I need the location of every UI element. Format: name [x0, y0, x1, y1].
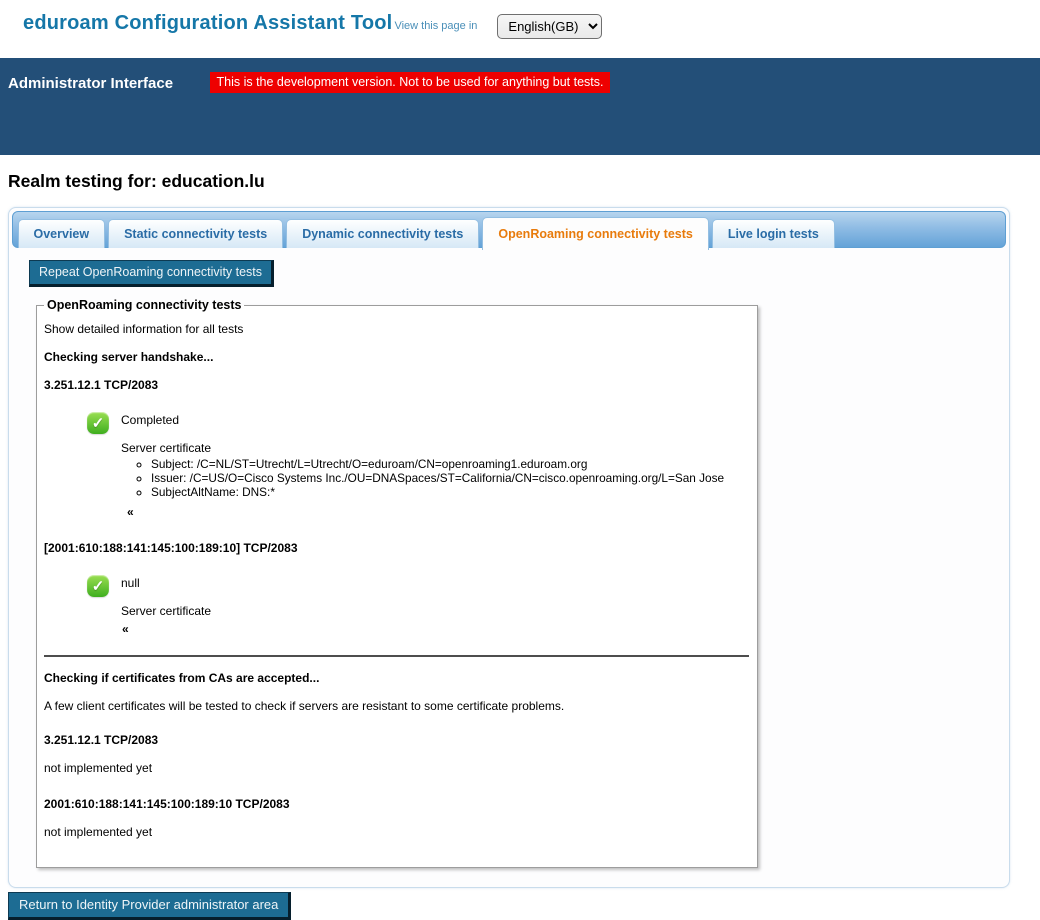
handshake-result-host2 [87, 575, 749, 636]
section-divider [44, 655, 749, 657]
result-details [121, 575, 211, 636]
handshake-heading: Checking server handshake... [44, 350, 214, 364]
host-address: 2001:610:188:141:145:100:189:10 TCP/2083 [44, 797, 290, 811]
ca-check-description: A few client certificates will be tested to check if servers are resistant to some certificate problems. [44, 699, 565, 713]
cert-subjectaltname: ◦ SubjectAltName: DNS:* [151, 485, 724, 499]
tab-openroaming-connectivity-tests[interactable]: OpenRoaming connectivity tests [482, 217, 708, 250]
not-implemented-text: not implemented yet [44, 761, 153, 775]
language-select[interactable] [497, 14, 602, 39]
tab-static-connectivity-tests[interactable]: Static connectivity tests [108, 219, 283, 248]
result-details [121, 412, 724, 519]
collapse-details-link[interactable]: « [122, 622, 129, 636]
app-title: eduroam Configuration Assistant Tool [23, 12, 393, 34]
collapse-details-link[interactable]: « [127, 505, 134, 519]
success-check-icon [87, 575, 109, 597]
not-implemented-text: not implemented yet [44, 825, 153, 839]
status-text: Completed [121, 413, 180, 427]
status-text: null [121, 576, 140, 590]
handshake-result-host1 [87, 412, 749, 519]
host-address: 3.251.12.1 TCP/2083 [44, 733, 159, 747]
success-check-icon [87, 412, 109, 434]
host-address: [2001:610:188:141:145:100:189:10] TCP/2083 [44, 541, 298, 555]
openroaming-tab-panel [12, 248, 1006, 884]
site-header [0, 0, 1040, 58]
server-certificate-label: Server certificate [121, 604, 212, 618]
admin-banner [0, 58, 1040, 155]
view-page-in-label: View this page in [394, 20, 478, 32]
ca-check-heading: Checking if certificates from CAs are accepted... [44, 671, 320, 685]
host-address: 3.251.12.1 TCP/2083 [44, 378, 159, 392]
admin-interface-label: Administrator Interface [8, 75, 174, 92]
tab-overview[interactable]: Overview [18, 219, 106, 248]
tab-live-login-tests[interactable]: Live login tests [712, 219, 835, 248]
tab-dynamic-connectivity-tests[interactable]: Dynamic connectivity tests [286, 219, 479, 248]
openroaming-tests-fieldset [36, 298, 758, 868]
fieldset-legend: OpenRoaming connectivity tests [47, 298, 242, 312]
development-warning: This is the development version. Not to be used for anything but tests. [210, 72, 610, 93]
cert-subject: ◦ Subject: /C=NL/ST=Utrecht/L=Utrecht/O=eduroam/CN=openroaming1.eduroam.org [151, 457, 724, 471]
cert-issuer: ◦ Issuer: /C=US/O=Cisco Systems Inc./OU=DNASpaces/ST=California/CN=cisco.openroaming.org/L=San Jose [151, 471, 724, 485]
tab-bar [12, 211, 1006, 248]
repeat-tests-button[interactable]: Repeat OpenRoaming connectivity tests [29, 260, 274, 287]
realm-test-tabs-widget [8, 207, 1010, 888]
certificate-details-list [121, 457, 724, 499]
show-details-toggle[interactable]: Show detailed information for all tests [44, 322, 244, 336]
page-title: Realm testing for: education.lu [8, 171, 265, 191]
return-to-idp-admin-button[interactable]: Return to Identity Provider administrator area [8, 892, 291, 920]
server-certificate-label: Server certificate [121, 441, 212, 455]
